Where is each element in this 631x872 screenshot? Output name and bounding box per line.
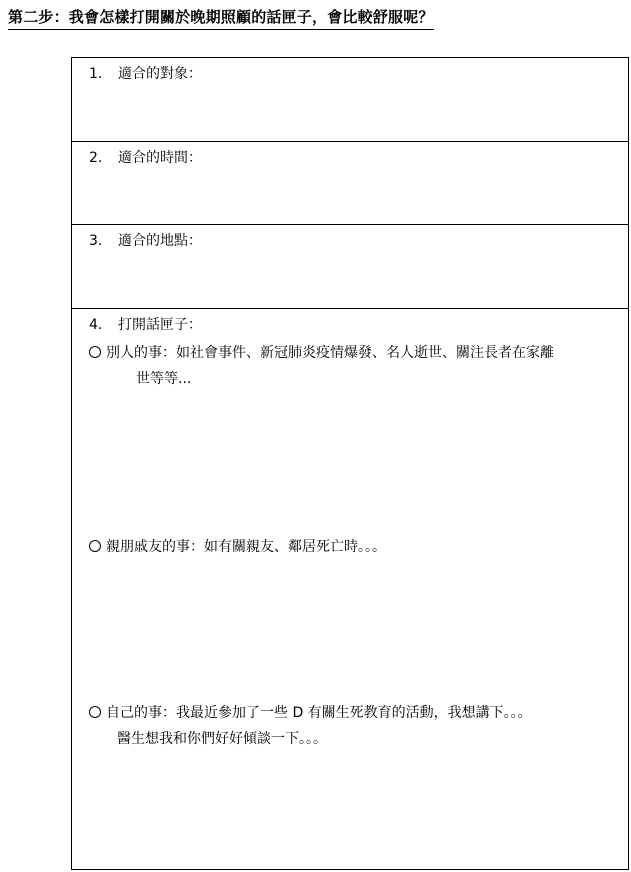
row-suitable-time[interactable] (72, 142, 628, 225)
row-suitable-place[interactable] (72, 225, 628, 309)
row-number: 3. (89, 233, 103, 249)
topic-line: 親朋戚友的事：如有關親友、鄰居死亡時。。。 (106, 539, 386, 555)
row-label-text: 打開話匣子： (118, 317, 202, 333)
topic-friends-family-affairs (89, 534, 622, 560)
page-title: 第二步：我會怎樣打開關於晚期照顧的話匣子，會比較舒服呢？ (8, 6, 434, 30)
circle-bullet-icon (89, 706, 101, 718)
row-label (89, 148, 202, 168)
row-label-text: 適合的地點： (118, 233, 202, 249)
row-label-text: 適合的時間： (118, 150, 202, 166)
topic-line-continued: 世等等... (136, 371, 192, 387)
topic-others-affairs (89, 340, 622, 392)
topic-line-continued: 醫生想我和你們好好傾談一下。。。 (117, 731, 327, 747)
row-open-conversation[interactable] (72, 309, 628, 869)
planning-form-table (71, 57, 629, 870)
row-label (89, 64, 202, 84)
circle-bullet-icon (89, 346, 101, 358)
row-number: 1. (89, 66, 103, 82)
row-label (89, 231, 202, 251)
topic-own-affairs (89, 700, 622, 752)
topic-line: 別人的事：如社會事件、新冠肺炎疫情爆發、名人逝世、關注長者在家離 (106, 345, 554, 361)
row-suitable-person[interactable] (72, 58, 628, 142)
row-label (89, 315, 202, 335)
row-label-text: 適合的對象： (118, 66, 202, 82)
row-number: 2. (89, 150, 103, 166)
topic-line: 自己的事：我最近參加了一些 D 有關生死教育的活動，我想講下。。。 (106, 705, 532, 721)
circle-bullet-icon (89, 540, 101, 552)
row-number: 4. (89, 317, 103, 333)
